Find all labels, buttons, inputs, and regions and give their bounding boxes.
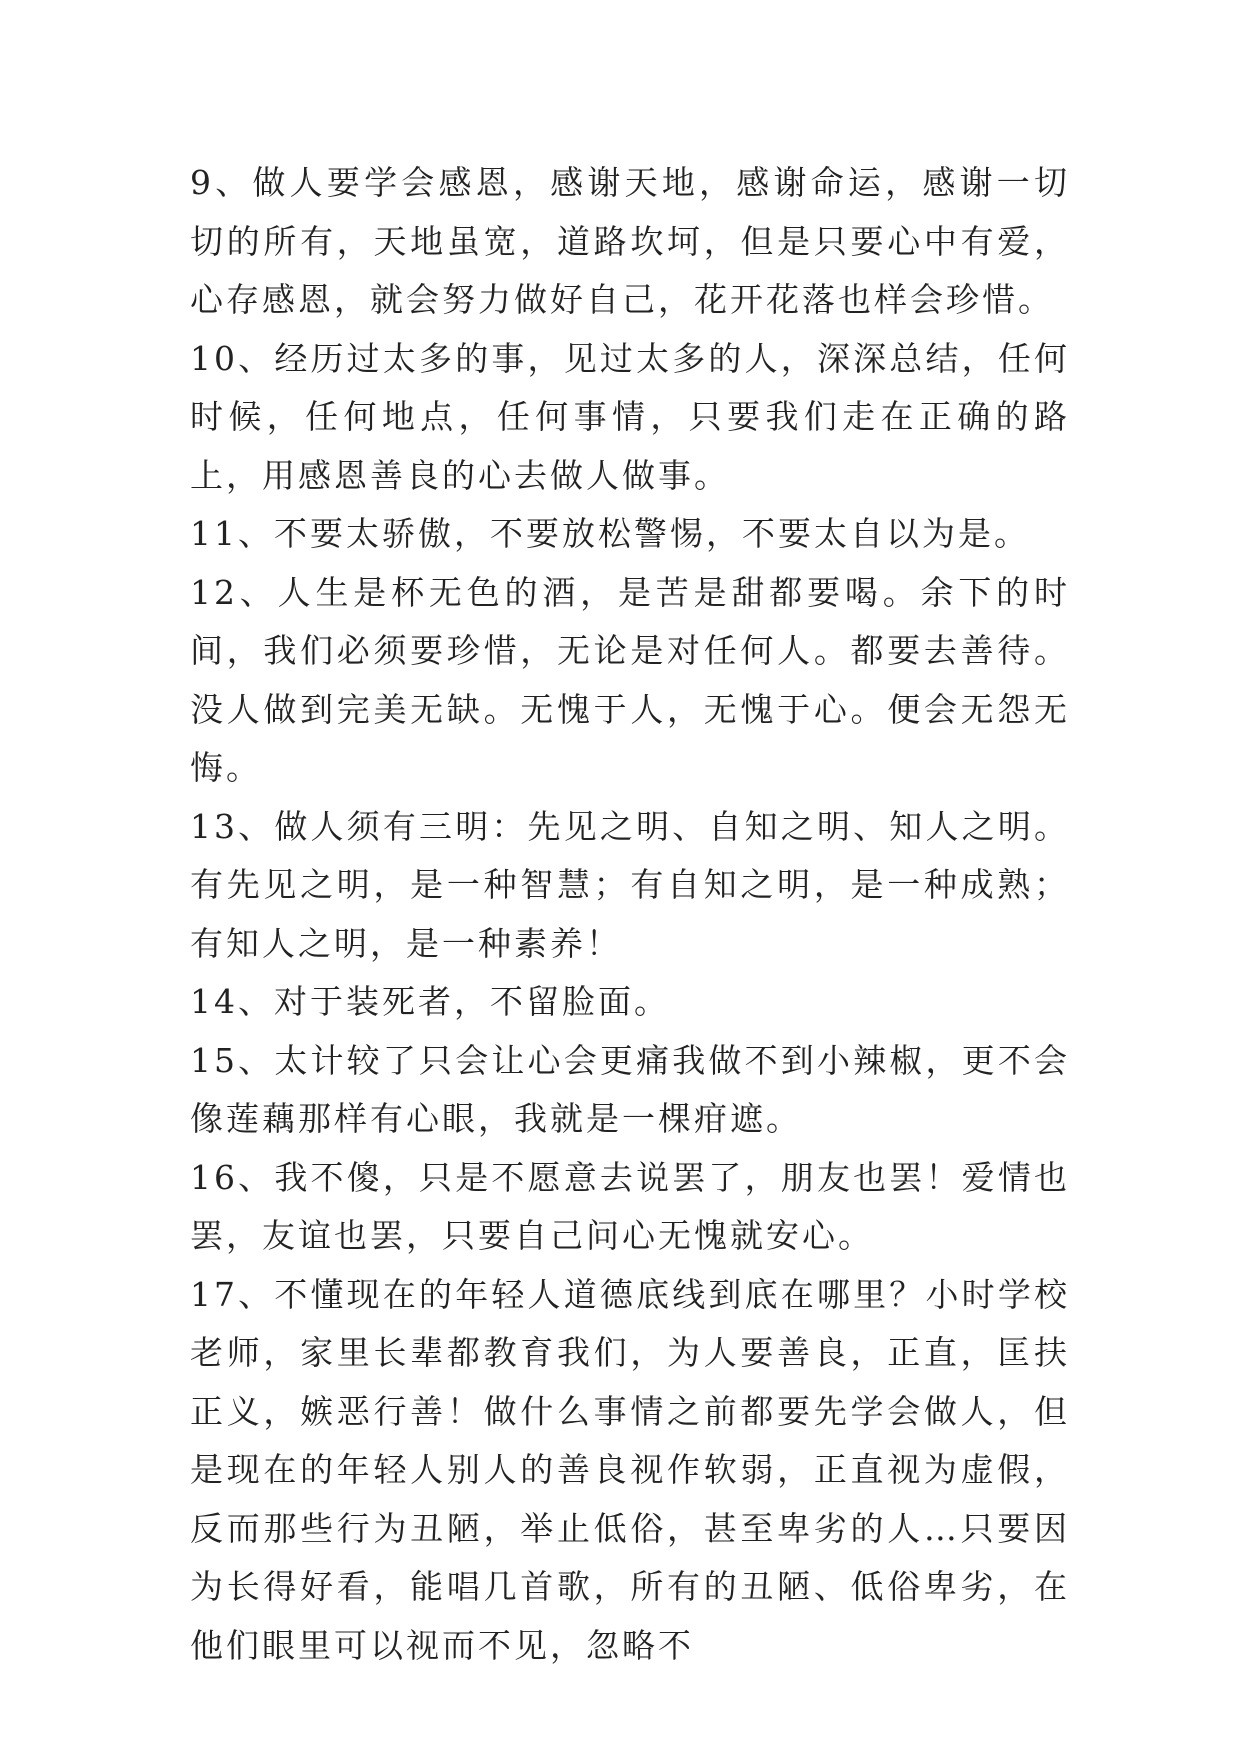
paragraph-9: 9、做人要学会感恩，感谢天地，感谢命运，感谢一切切的所有，天地虽宽，道路坎坷，但是只要心中有爱，心存感恩，就会努力做好自己，花开花落也样会珍惜。 [190, 163, 1070, 319]
paragraph-12: 12、人生是杯无色的酒，是苦是甜都要喝。余下的时间，我们必须要珍惜，无论是对任何人。都要去善待。没人做到完美无缺。无愧于人，无愧于心。便会无怨无悔。 [190, 572, 1070, 787]
paragraph-15: 15、太计较了只会让心会更痛我做不到小辣椒，更不会像莲藕那样有心眼，我就是一棵疳遮。 [190, 1040, 1070, 1138]
paragraph-13: 13、做人须有三明：先见之明、自知之明、知人之明。有先见之明，是一种智慧；有自知之明，是一种成熟；有知人之明，是一种素养！ [190, 806, 1070, 963]
paragraph-17: 17、不懂现在的年轻人道德底线到底在哪里？小时学校老师，家里长辈都教育我们，为人要善良，正直，匡扶正义，嫉恶行善！做什么事情之前都要先学会做人，但是现在的年轻人别人的善良视作软弱，正直视为虚假，反而那些行为丑陋，举止低俗，甚至卑劣的人…只要因为长得好看，能唱几首歌，所有的丑陋、低俗卑劣，在他们眼里可以视而不见，忽略不 [190, 1274, 1070, 1665]
paragraph-14: 14、对于装死者，不留脸面。 [190, 982, 670, 1021]
paragraph-10: 10、经历过太多的事，见过太多的人，深深总结，任何时候，任何地点，任何事情，只要我们走在正确的路上，用感恩善良的心去做人做事。 [190, 338, 1070, 495]
document-body [190, 154, 1070, 1675]
paragraph-11: 11、不要太骄傲，不要放松警惕，不要太自以为是。 [190, 514, 1030, 553]
paragraph-16: 16、我不傻，只是不愿意去说罢了，朋友也罢！爱情也罢，友谊也罢，只要自己问心无愧就安心。 [190, 1157, 1070, 1255]
